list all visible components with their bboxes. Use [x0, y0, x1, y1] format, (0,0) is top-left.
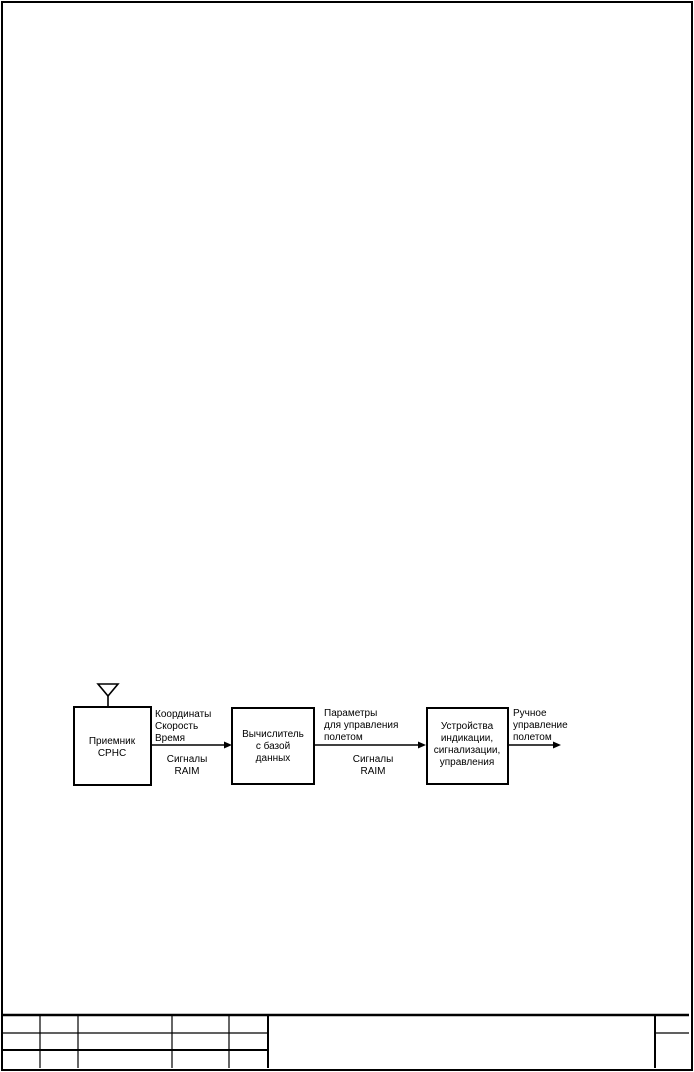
arrow2-bottom-line-2: RAIM — [360, 766, 386, 777]
block-computer-line-3: данных — [255, 753, 291, 764]
block-computer — [232, 708, 314, 784]
block-display-line-1: Устройства — [440, 721, 494, 732]
block-display-line-2: индикации, — [440, 733, 494, 744]
arrow1-bottom-line-1: Сигналы — [166, 754, 208, 765]
arrow2-bottom-line-1: Сигналы — [352, 754, 394, 765]
arrow1-top-line-3: Время — [155, 733, 186, 744]
block-computer-line-1: Вычислитель — [242, 729, 304, 740]
arrow2-top-line-3: полетом — [324, 732, 363, 743]
arrow3-top-line-3: полетом — [513, 732, 552, 743]
arrow3-top-line-1: Ручное — [513, 708, 547, 719]
block-display-line-4: управления — [439, 757, 495, 768]
block-computer-line-2: с базой — [255, 741, 291, 752]
block-display — [427, 708, 508, 784]
block-display-line-3: сигнализации, — [433, 745, 501, 756]
antenna-icon — [98, 684, 118, 707]
block-receiver — [74, 707, 151, 785]
arrow2-top-line-1: Параметры — [324, 708, 378, 719]
title-block — [3, 1015, 689, 1068]
arrow1-bottom-line-2: RAIM — [174, 766, 200, 777]
block-receiver-line-1: Приемник — [88, 736, 136, 747]
arrow2-top-line-2: для управления — [324, 720, 399, 731]
arrow3-top-line-2: управление — [513, 720, 568, 731]
arrow1-top-line-1: Координаты — [155, 709, 212, 720]
arrow1-top-line-2: Скорость — [155, 721, 199, 732]
block-receiver-line-2: СРНС — [97, 748, 127, 759]
